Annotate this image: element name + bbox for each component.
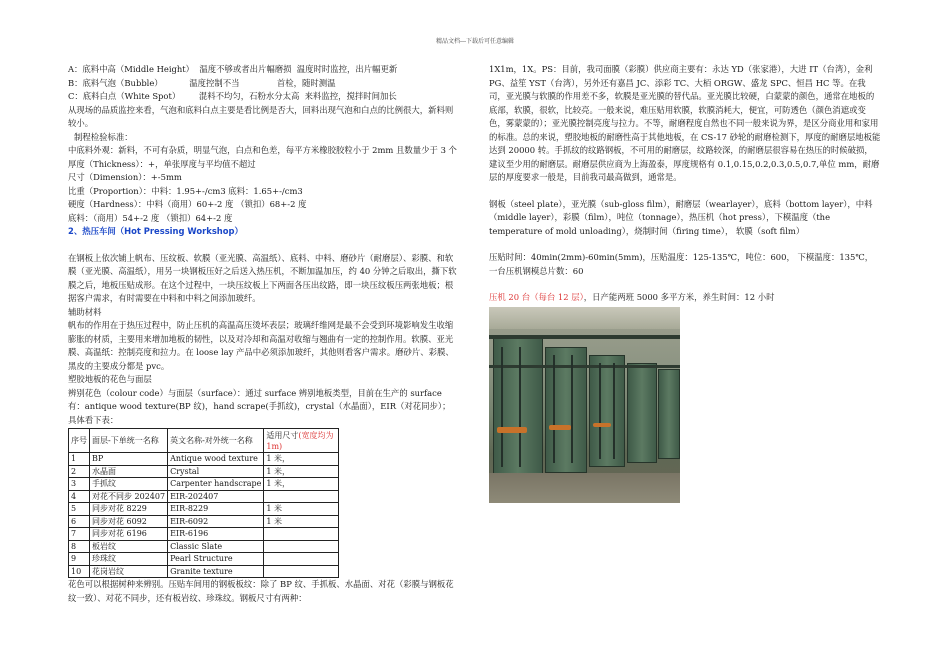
hot-press-paragraph: 在钢板上依次铺上帆布、压纹板、软膜（亚光膜、高温纸）、底料、中料、磨砂片（耐磨层）、彩膜、和软膜（亚光膜、高温纸），用另一块钢板压好之后送入热压机，不断加温加压，约 40 分钟之后取出，撕下软膜之后，地板压贴成形。在这个过程中，一块压纹板上下两面各压出纹路，即一块压纹板压两张地板；根据客户需求，有时需要在中料和中料之间添加玻纤。 (68, 252, 457, 303)
table-row (69, 465, 339, 478)
table-cell: 1 米 (264, 515, 339, 528)
standard-line: 比重（Proportion）：中料：1.95+-/cm3 底料：1.65+-/cm3 (68, 185, 303, 196)
size-header-note: (宽度均为 1m) (266, 430, 334, 451)
table-cell: BP (90, 453, 168, 466)
table-cell: Crystal (168, 465, 264, 478)
aux-title: 辅助材料 (68, 306, 102, 317)
table-cell: 花岗岩纹 (90, 565, 168, 578)
size-header-label: 适用尺寸 (266, 430, 299, 440)
table-cell (264, 553, 339, 566)
table-cell: 4 (69, 490, 90, 503)
surface-table (68, 428, 339, 578)
table-row (69, 553, 339, 566)
press-summary (489, 291, 881, 305)
standard-line: 硬度（Hardness）：中料（商用）60+-2 度 （锁扣）68+-2 度 (68, 199, 307, 209)
table-cell: 9 (69, 553, 90, 566)
press-capacity: ，日产能两班 5000 多平方米，养生时间：12 小时 (583, 292, 775, 302)
table-cell: EIR-6092 (168, 515, 264, 528)
table-cell: 3 (69, 478, 90, 491)
table-row (69, 528, 339, 541)
table-cell: 2 (69, 465, 90, 478)
table-cell: 10 (69, 565, 90, 578)
left-column (68, 63, 458, 605)
table-cell: Carpenter handscrape (168, 478, 264, 491)
table-cell: 1 米， (264, 453, 339, 466)
table-cell: EIR-6196 (168, 528, 264, 541)
pattern-paragraph: 辨别花色（colour code）与面层（surface）：通过 surface 辨别地板类型，目前在生产的 surface 有：antique wood texture(BP 纹)，hand scrape(手抓纹)，crystal（水晶面），EIR（对花同步）；具体看下表： (68, 387, 451, 425)
table-cell: Antique wood texture (168, 453, 264, 466)
table-header-cell (264, 429, 339, 453)
table-cell: 同步对花 6196 (90, 528, 168, 541)
table-header-row (69, 429, 339, 453)
table-row (69, 490, 339, 503)
inspection-intro: 从现场的品质监控来看，气泡和底料白点主要是看比例是否大，回料出现气泡和白点的比例很大，新料则较小。 (68, 104, 454, 128)
table-cell: EIR-202407 (168, 490, 264, 503)
right-column (489, 63, 881, 503)
table-cell: 水晶面 (90, 465, 168, 478)
table-cell: 1 米， (264, 478, 339, 491)
after-table-paragraph: 花色可以根据树种来辨别。压贴车间用的钢板板纹：除了 BP 纹、手抓板、水晶面、对花（彩膜与钢板花纹一致）、对花不同步，还有板岩纹、珍珠纹。钢板尺寸有两种： (68, 579, 454, 603)
table-row (69, 515, 339, 528)
table-cell: 同步对花 8229 (90, 503, 168, 516)
terms-paragraph: 钢板（steel plate），亚光膜（sub-gloss film），耐磨层（wearlayer），底料（bottom layer），中料（middle layer），彩膜（film），吨位（tonnage），热压机（hot press），下模温度（the temperature of mold unloading），烧制时间（firing time）， 软膜（soft film） (489, 198, 873, 236)
table-row (69, 503, 339, 516)
defect-line: B：底料气泡（Bubble） 温度控制不当 首检，随时测温 (68, 77, 336, 88)
defect-line: C：底料白点（White Spot） 混料不均匀，石粉水分太高 来料监控，搅拌时间加长 (68, 91, 397, 101)
table-row (69, 453, 339, 466)
table-cell: 7 (69, 528, 90, 541)
table-cell: Granite texture (168, 565, 264, 578)
table-cell: 5 (69, 503, 90, 516)
table-cell: 6 (69, 515, 90, 528)
hot-press-photo (489, 307, 680, 503)
params-paragraph: 压贴时间：40min(2mm)-60min(5mm)，压贴温度：125-135℃，吨位：600， 下模温度：135℃，一台压机钢模总片数：60 (489, 252, 874, 276)
defect-line: A：底料中高（Middle Height） 温度不够或者出片幅磨损 温度时时监控，出片幅更新 (68, 64, 398, 74)
defect-list (68, 63, 458, 104)
page-header: 精品文档---下载后可任意编辑 (435, 38, 515, 45)
table-header-cell: 英文名称-对外统一名称 (168, 429, 264, 453)
table-cell (264, 565, 339, 578)
table-row (69, 565, 339, 578)
table-cell: 1 米， (264, 465, 339, 478)
table-cell (264, 490, 339, 503)
table-cell (264, 540, 339, 553)
table-cell: Pearl Structure (168, 553, 264, 566)
table-body (69, 453, 339, 578)
supplier-paragraph: 1X1m，1X。PS：目前，我司面膜（彩膜）供应商主要有：永达 YD（张家港），大进 IT（台湾），金利 PG、益笙 YST（台湾），另外还有嘉昌 JC、添彩 TC、大栢 ORGW、盛龙 SPC、恒昌 HC 等。在我司，亚光膜与软膜的作用差不多，软膜是亚光膜的替代品。亚光膜比较硬，白蒙蒙的颜色，通常在地板的底部，软膜，很软，比较亮。一般来说，难压贴用软膜，软膜消耗大，便宜，可防透色（颜色消遮或变色，雾蒙蒙的）；亚光膜控制亮度与拉力。不等，耐磨程度自然也不同一般来说为界，是区分商业用和家用的标准。总的来说，塑胶地板的耐磨性高于其他地板，在 CS-17 砂轮的耐磨检测下，厚度的耐磨层地板能达到 20000 转。手抓纹的纹路钢板，不可用的耐磨层，纹路较深，的耐磨层很容易在热压的时候破损，建议至少用的耐磨层。耐磨层供应商为上海盈泰，厚度规格有 0.1,0.15,0.2,0.3,0.5,0.7,单位 mm，耐磨层的厚度要求一般是，目前我司最高做到，通常是。 (489, 64, 881, 182)
pattern-title: 塑胶地板的花色与面层 (68, 374, 152, 384)
table-header-cell: 面层-下单统一名称 (90, 429, 168, 453)
table-cell (264, 528, 339, 541)
table-row (69, 540, 339, 553)
table-cell: EIR-8229 (168, 503, 264, 516)
table-cell: 板岩纹 (90, 540, 168, 553)
section-heading: 2、热压车间（Hot Pressing Workshop） (68, 226, 243, 236)
standard-line: 底料：（商用）54+-2 度 （锁扣）64+-2 度 (68, 212, 233, 223)
standard-line: 中底料外观：新料，不可有杂质，明显气泡，白点和色差，每平方米橡胶胶粒小于 2mm 且数量少于 3 个 (68, 145, 457, 155)
table-header-cell: 序号 (69, 429, 90, 453)
table-cell: 同步对花 6092 (90, 515, 168, 528)
table-row (69, 478, 339, 491)
table-cell: Classic Slate (168, 540, 264, 553)
press-count: 压机 20 台（每台 12 层） (489, 292, 584, 302)
standard-title: 制程检验标准： (74, 131, 133, 142)
table-cell: 手抓纹 (90, 478, 168, 491)
aux-paragraph: 帆布的作用在于热压过程中，防止压机的高温高压烫坏表层；玻璃纤维网是最不会受到环境影响发生收缩膨胀的材质，主要用来增加地板的韧性，以及对冷却和高温对收缩与翘曲有一定的控制作用。软膜、亚光膜、高温纸：控制亮度和拉力。在 loose lay 产品中必须添加玻纤，其他则看客户需求。磨砂片、彩膜、黑皮的主要成分都是 pvc。 (68, 320, 454, 371)
table-cell: 对花不同步 202407 (90, 490, 168, 503)
standard-line: 尺寸（Dimension）：+-5mm (68, 172, 182, 182)
table-cell: 1 米 (264, 503, 339, 516)
table-cell: 8 (69, 540, 90, 553)
standard-line: 厚度（Thickness）：+，单张厚度与平均值不超过 (68, 158, 256, 169)
table-cell: 1 (69, 453, 90, 466)
table-cell: 珍珠纹 (90, 553, 168, 566)
